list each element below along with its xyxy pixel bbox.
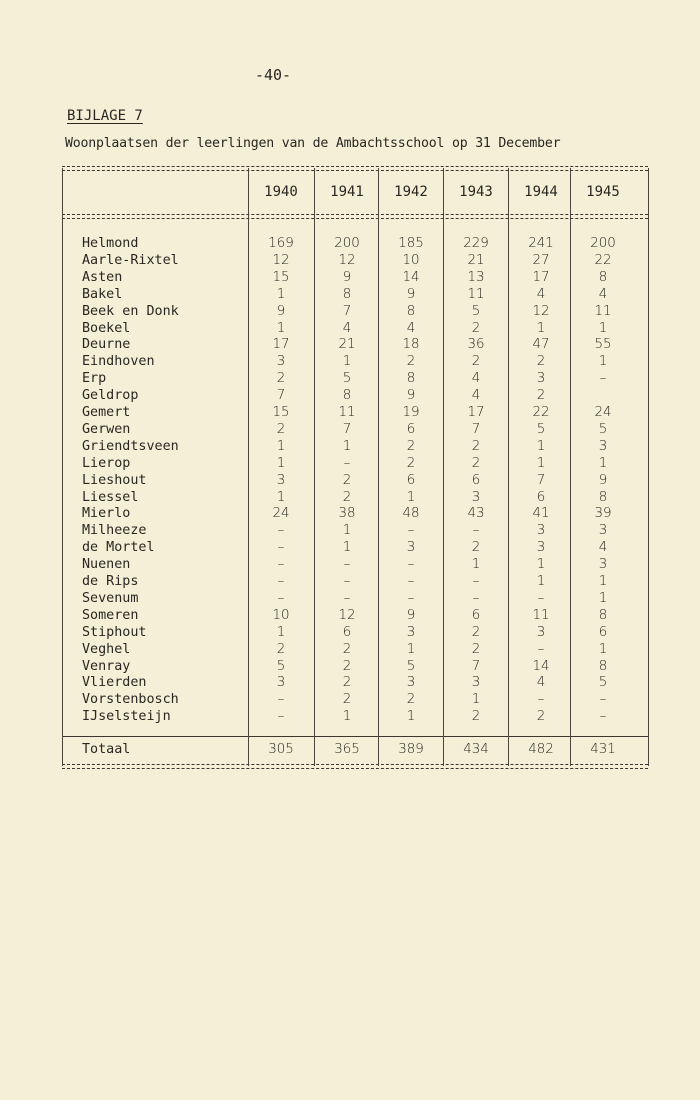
year-header: 1945 — [586, 184, 620, 200]
cell-value: – — [277, 557, 285, 573]
table-row — [62, 608, 648, 625]
cell-value: 3 — [598, 438, 608, 454]
cell-value: 9 — [406, 607, 416, 623]
cell-value: 2 — [406, 692, 416, 708]
cell-value: – — [343, 455, 351, 471]
cell-value: 24 — [594, 405, 612, 420]
cell-value: 2 — [276, 421, 286, 437]
cell-value: 8 — [598, 607, 608, 623]
cell-value: 5 — [342, 371, 352, 387]
cell-value: 3 — [536, 540, 546, 556]
cell-value: 3 — [471, 489, 481, 505]
cell-value: 241 — [528, 236, 554, 251]
cell-value: 4 — [406, 320, 416, 336]
cell-value: 2 — [536, 709, 546, 725]
cell-value: 8 — [342, 286, 352, 302]
year-header: 1943 — [459, 184, 493, 200]
cell-value: 11 — [338, 405, 356, 420]
place-name: Asten — [82, 269, 123, 285]
cell-value: 5 — [536, 421, 546, 437]
cell-value: 1 — [276, 320, 286, 336]
residence-table — [62, 166, 648, 770]
table-row — [62, 456, 648, 473]
cell-value: 8 — [598, 269, 608, 285]
cell-value: 1 — [406, 641, 416, 657]
place-name: de Mortel — [82, 540, 155, 556]
cell-value: 1 — [536, 438, 546, 454]
cell-value: 2 — [342, 658, 352, 674]
cell-value: – — [537, 590, 545, 606]
cell-value: 5 — [276, 658, 286, 674]
table-row — [62, 692, 648, 709]
cell-value: 9 — [598, 472, 608, 488]
cell-value: 4 — [536, 675, 546, 691]
cell-value: 17 — [532, 269, 550, 285]
cell-value: 9 — [276, 303, 286, 319]
cell-value: 1 — [598, 574, 608, 589]
cell-value: 1 — [342, 354, 352, 370]
cell-value: 3 — [471, 675, 481, 691]
place-name: Someren — [82, 607, 139, 623]
annex-title: BIJLAGE 7 — [67, 108, 143, 124]
cell-value: 1 — [598, 590, 608, 606]
header-rule — [62, 214, 648, 219]
table-row — [62, 675, 648, 692]
cell-value: – — [537, 692, 545, 708]
place-name: Gerwen — [82, 421, 131, 437]
cell-value: 3 — [598, 557, 608, 573]
cell-value: 2 — [471, 354, 481, 370]
cell-value: 22 — [532, 405, 550, 420]
cell-value: – — [472, 590, 480, 606]
place-name: Erp — [82, 371, 107, 387]
table-row — [62, 506, 648, 523]
table-row — [62, 253, 648, 270]
cell-value: – — [407, 590, 415, 606]
cell-value: 38 — [338, 506, 356, 522]
place-name: Liessel — [82, 489, 139, 505]
cell-value: 22 — [594, 252, 612, 268]
cell-value: 12 — [338, 252, 356, 268]
cell-value: 2 — [342, 641, 352, 657]
cell-value: 1 — [536, 557, 546, 573]
cell-value: 3 — [536, 371, 546, 387]
year-header: 1940 — [264, 184, 298, 200]
cell-value: 1 — [598, 641, 608, 657]
cell-value: 2 — [471, 709, 481, 725]
cell-value: 12 — [338, 607, 356, 623]
cell-value: 9 — [406, 388, 416, 404]
cell-value: 6 — [471, 607, 481, 623]
cell-value: 2 — [536, 354, 546, 370]
place-name: Mierlo — [82, 506, 131, 522]
cell-value: 21 — [338, 337, 356, 353]
cell-value: 3 — [536, 523, 546, 539]
cell-value: – — [537, 641, 545, 657]
cell-value: 7 — [342, 303, 352, 319]
cell-value: 2 — [276, 371, 286, 387]
cell-value: 10 — [272, 607, 290, 623]
cell-value: 1 — [536, 574, 546, 589]
cell-value: 2 — [471, 320, 481, 336]
cell-value: – — [277, 523, 285, 539]
cell-value: 5 — [406, 658, 416, 674]
table-row — [62, 591, 648, 608]
cell-value: 11 — [594, 303, 612, 319]
cell-value: 2 — [471, 455, 481, 471]
cell-value: 47 — [532, 337, 550, 353]
table-row — [62, 236, 648, 253]
place-name: Veghel — [82, 641, 131, 657]
place-name: Beek en Donk — [82, 303, 179, 319]
cell-value: 1 — [276, 624, 286, 640]
cell-value: 36 — [467, 337, 485, 353]
cell-value: 55 — [594, 337, 612, 353]
place-name: Stiphout — [82, 624, 147, 640]
cell-value: 1 — [598, 320, 608, 336]
table-row — [62, 337, 648, 354]
cell-value: 8 — [598, 489, 608, 505]
cell-value: 17 — [272, 337, 290, 353]
year-header: 1941 — [330, 184, 364, 200]
cell-value: 2 — [471, 438, 481, 454]
cell-value: 5 — [598, 675, 608, 691]
cell-value: – — [599, 371, 607, 387]
place-name: Helmond — [82, 236, 139, 251]
cell-value: 3 — [536, 624, 546, 640]
table-row — [62, 574, 648, 591]
cell-value: 10 — [402, 252, 420, 268]
cell-value: 13 — [467, 269, 485, 285]
cell-value: 15 — [272, 405, 290, 420]
place-name: Geldrop — [82, 388, 139, 404]
cell-value: 41 — [532, 506, 550, 522]
cell-value: 12 — [532, 303, 550, 319]
cell-value: 4 — [598, 540, 608, 556]
page-number: -40- — [254, 66, 292, 84]
cell-value: – — [277, 590, 285, 606]
place-name: Deurne — [82, 337, 131, 353]
cell-value: 1 — [276, 286, 286, 302]
cell-value: 2 — [406, 438, 416, 454]
cell-value: 2 — [406, 455, 416, 471]
cell-value: 1 — [276, 489, 286, 505]
cell-value: 2 — [471, 641, 481, 657]
year-header: 1942 — [394, 184, 428, 200]
cell-value: – — [407, 574, 415, 589]
cell-value: 4 — [598, 286, 608, 302]
cell-value: 43 — [467, 506, 485, 522]
cell-value: 185 — [398, 236, 424, 251]
column-divider — [648, 168, 649, 766]
cell-value: 8 — [406, 371, 416, 387]
cell-value: 2 — [406, 354, 416, 370]
table-row — [62, 321, 648, 338]
cell-value: 229 — [463, 236, 489, 251]
cell-value: 3 — [598, 523, 608, 539]
cell-value: 1 — [342, 709, 352, 725]
cell-value: 12 — [272, 252, 290, 268]
cell-value: 3 — [406, 624, 416, 640]
place-name: Nuenen — [82, 557, 131, 573]
cell-value: – — [599, 692, 607, 708]
cell-value: 11 — [532, 607, 550, 623]
cell-value: 1 — [471, 692, 481, 708]
cell-value: 1 — [342, 438, 352, 454]
cell-value: 1 — [598, 455, 608, 471]
cell-value: 4 — [342, 320, 352, 336]
cell-value: 6 — [536, 489, 546, 505]
cell-value: 3 — [276, 472, 286, 488]
table-row — [62, 439, 648, 456]
cell-value: 39 — [594, 506, 612, 522]
cell-value: 19 — [402, 405, 420, 420]
cell-value: 4 — [536, 286, 546, 302]
place-name: Bakel — [82, 286, 123, 302]
total-separator — [62, 736, 648, 737]
cell-value: 3 — [276, 675, 286, 691]
cell-value: 2 — [276, 641, 286, 657]
cell-value: – — [407, 557, 415, 573]
total-value: 389 — [398, 742, 424, 757]
cell-value: 7 — [536, 472, 546, 488]
cell-value: 3 — [276, 354, 286, 370]
cell-value: 4 — [471, 388, 481, 404]
place-name: Gemert — [82, 405, 131, 420]
total-value: 482 — [528, 742, 554, 757]
cell-value: 14 — [402, 269, 420, 285]
cell-value: 1 — [406, 489, 416, 505]
cell-value: 200 — [590, 236, 616, 251]
cell-value: – — [343, 590, 351, 606]
cell-value: 7 — [471, 658, 481, 674]
table-row — [62, 287, 648, 304]
cell-value: 2 — [342, 675, 352, 691]
place-name: de Rips — [82, 574, 139, 589]
table-bottom-rule — [62, 764, 648, 769]
place-name: IJselsteijn — [82, 709, 171, 725]
table-row — [62, 540, 648, 557]
cell-value: – — [277, 574, 285, 589]
cell-value: 2 — [342, 489, 352, 505]
place-name: Eindhoven — [82, 354, 155, 370]
cell-value: 27 — [532, 252, 550, 268]
place-name: Lierop — [82, 455, 131, 471]
cell-value: 7 — [276, 388, 286, 404]
year-header: 1944 — [524, 184, 558, 200]
place-name: Aarle-Rixtel — [82, 252, 179, 268]
cell-value: 1 — [536, 455, 546, 471]
cell-value: – — [343, 574, 351, 589]
place-name: Lieshout — [82, 472, 147, 488]
table-row — [62, 642, 648, 659]
cell-value: 2 — [471, 624, 481, 640]
cell-value: 6 — [406, 472, 416, 488]
total-label: Totaal — [82, 742, 131, 757]
place-name: Vorstenbosch — [82, 692, 179, 708]
cell-value: – — [599, 709, 607, 725]
table-row — [62, 625, 648, 642]
cell-value: – — [472, 574, 480, 589]
cell-value: 1 — [536, 320, 546, 336]
table-row — [62, 371, 648, 388]
place-name: Sevenum — [82, 590, 139, 606]
cell-value: 5 — [598, 421, 608, 437]
cell-value: 169 — [268, 236, 294, 251]
table-row — [62, 473, 648, 490]
cell-value: 3 — [406, 675, 416, 691]
cell-value: 8 — [598, 658, 608, 674]
cell-value: 8 — [406, 303, 416, 319]
cell-value: 3 — [406, 540, 416, 556]
cell-value: 18 — [402, 337, 420, 353]
table-caption: Woonplaatsen der leerlingen van de Ambachtsschool op 31 December — [65, 136, 561, 151]
cell-value: 6 — [598, 624, 608, 640]
cell-value: 7 — [342, 421, 352, 437]
cell-value: 1 — [342, 523, 352, 539]
cell-value: – — [343, 557, 351, 573]
place-name: Griendtsveen — [82, 438, 179, 454]
total-row — [62, 742, 648, 760]
cell-value: 14 — [532, 658, 550, 674]
cell-value: – — [277, 692, 285, 708]
total-value: 365 — [334, 742, 360, 757]
cell-value: 11 — [467, 286, 485, 302]
cell-value: 21 — [467, 252, 485, 268]
cell-value: 6 — [471, 472, 481, 488]
table-row — [62, 388, 648, 405]
cell-value: 48 — [402, 506, 420, 522]
cell-value: – — [277, 540, 285, 556]
cell-value: 9 — [406, 286, 416, 302]
table-row — [62, 709, 648, 726]
cell-value: 6 — [342, 624, 352, 640]
cell-value: 1 — [342, 540, 352, 556]
cell-value: – — [407, 523, 415, 539]
cell-value: 2 — [471, 540, 481, 556]
cell-value: 1 — [598, 354, 608, 370]
cell-value: 17 — [467, 405, 485, 420]
cell-value: 1 — [276, 455, 286, 471]
total-value: 305 — [268, 742, 294, 757]
place-name: Venray — [82, 658, 131, 674]
cell-value: 7 — [471, 421, 481, 437]
cell-value: 1 — [406, 709, 416, 725]
place-name: Boekel — [82, 320, 131, 336]
table-row — [62, 523, 648, 540]
cell-value: 9 — [342, 269, 352, 285]
cell-value: 8 — [342, 388, 352, 404]
cell-value: 2 — [342, 692, 352, 708]
table-row — [62, 270, 648, 287]
table-top-rule — [62, 166, 648, 171]
cell-value: 2 — [536, 388, 546, 404]
table-row — [62, 354, 648, 371]
place-name: Vlierden — [82, 675, 147, 691]
table-row — [62, 304, 648, 321]
cell-value: – — [277, 709, 285, 725]
total-value: 434 — [463, 742, 489, 757]
table-row — [62, 659, 648, 676]
cell-value: 2 — [342, 472, 352, 488]
cell-value: 1 — [276, 438, 286, 454]
table-row — [62, 422, 648, 439]
table-row — [62, 490, 648, 507]
cell-value: – — [472, 523, 480, 539]
cell-value: 6 — [406, 421, 416, 437]
total-value: 431 — [590, 742, 616, 757]
cell-value: 1 — [471, 557, 481, 573]
place-name: Milheeze — [82, 523, 147, 539]
cell-value: 15 — [272, 269, 290, 285]
cell-value: 4 — [471, 371, 481, 387]
cell-value: 5 — [471, 303, 481, 319]
table-row — [62, 405, 648, 422]
table-row — [62, 557, 648, 574]
cell-value: 200 — [334, 236, 360, 251]
cell-value: 24 — [272, 506, 290, 522]
